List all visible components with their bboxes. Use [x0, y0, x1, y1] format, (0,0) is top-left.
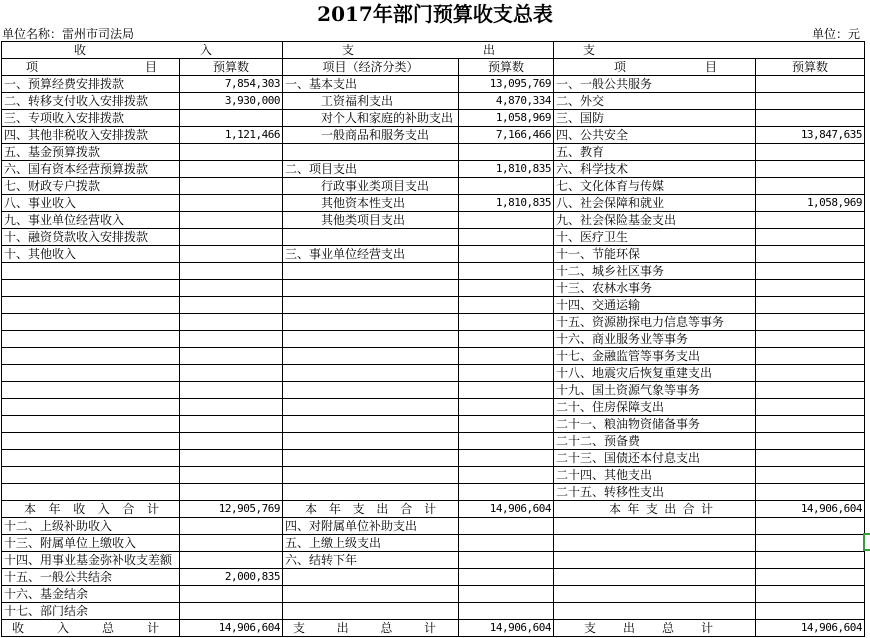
- item-cell[interactable]: [554, 569, 756, 586]
- amount-cell[interactable]: [459, 433, 554, 450]
- amount-cell[interactable]: [756, 365, 865, 382]
- amount-cell[interactable]: [459, 467, 554, 484]
- amount-cell[interactable]: [756, 314, 865, 331]
- item-cell[interactable]: 对个人和家庭的补助支出: [283, 110, 459, 127]
- table-row: [2, 467, 865, 484]
- amount-cell[interactable]: [180, 144, 283, 161]
- item-cell[interactable]: [283, 569, 459, 586]
- item-cell[interactable]: 七、文化体育与传媒: [554, 178, 756, 195]
- item-cell[interactable]: 十六、基金结余: [2, 586, 180, 603]
- amount-cell[interactable]: [180, 280, 283, 297]
- amount-cell[interactable]: [180, 331, 283, 348]
- amount-cell[interactable]: [180, 484, 283, 501]
- amount-cell[interactable]: [180, 603, 283, 620]
- table-row: [2, 161, 865, 178]
- item-cell[interactable]: 九、事业单位经营收入: [2, 212, 180, 229]
- item-cell[interactable]: 二十一、粮油物资储备事务: [554, 416, 756, 433]
- subtotal-row-label[interactable]: 本年支出合计: [554, 501, 756, 518]
- amount-cell[interactable]: [459, 331, 554, 348]
- item-cell[interactable]: 十六、商业服务业等事务: [554, 331, 756, 348]
- header-col-2[interactable]: 项目（经济分类）: [283, 59, 459, 76]
- item-cell[interactable]: 十四、用事业基金弥补收支差额: [2, 552, 180, 569]
- item-cell[interactable]: [283, 467, 459, 484]
- item-cell[interactable]: [283, 331, 459, 348]
- item-cell[interactable]: 行政事业类项目支出: [283, 178, 459, 195]
- table-row: [2, 348, 865, 365]
- amount-cell[interactable]: [180, 399, 283, 416]
- item-cell[interactable]: [283, 263, 459, 280]
- amount-cell[interactable]: [459, 178, 554, 195]
- item-cell[interactable]: [2, 365, 180, 382]
- amount-cell[interactable]: [756, 263, 865, 280]
- item-cell[interactable]: 五、基金预算拨款: [2, 144, 180, 161]
- amount-cell[interactable]: 1,810,835: [459, 195, 554, 212]
- table-row: [2, 195, 865, 212]
- item-cell[interactable]: 十三、附属单位上缴收入: [2, 535, 180, 552]
- item-cell[interactable]: [283, 450, 459, 467]
- amount-cell[interactable]: [756, 450, 865, 467]
- amount-cell[interactable]: 13,847,635: [756, 127, 865, 144]
- table-row: [2, 212, 865, 229]
- total-row-amount[interactable]: 14,906,604: [756, 620, 865, 637]
- item-cell[interactable]: 四、公共安全: [554, 127, 756, 144]
- item-cell[interactable]: 工资福利支出: [283, 93, 459, 110]
- page-title: 2017年部门预算收支总表: [317, 2, 553, 26]
- amount-cell[interactable]: [459, 484, 554, 501]
- item-cell[interactable]: 十四、交通运输: [554, 297, 756, 314]
- amount-cell[interactable]: [756, 535, 865, 552]
- header-row-2: [2, 59, 865, 76]
- total-row-label[interactable]: 支出总计: [283, 620, 459, 637]
- item-cell[interactable]: 五、上缴上级支出: [283, 535, 459, 552]
- total-row-amount[interactable]: 14,906,604: [459, 620, 554, 637]
- item-cell[interactable]: [283, 399, 459, 416]
- amount-cell[interactable]: [756, 246, 865, 263]
- header-col-1[interactable]: 预算数: [180, 59, 283, 76]
- item-cell[interactable]: [283, 484, 459, 501]
- amount-cell[interactable]: [756, 348, 865, 365]
- amount-cell[interactable]: [459, 280, 554, 297]
- amount-cell[interactable]: [459, 450, 554, 467]
- item-cell[interactable]: 八、事业收入: [2, 195, 180, 212]
- item-cell[interactable]: [554, 552, 756, 569]
- table-row: [2, 76, 865, 93]
- amount-cell[interactable]: 7,166,466: [459, 127, 554, 144]
- item-cell[interactable]: 四、对附属单位补助支出: [283, 518, 459, 535]
- item-cell[interactable]: 十七、金融监管等事务支出: [554, 348, 756, 365]
- amount-cell[interactable]: [756, 331, 865, 348]
- amount-cell[interactable]: [756, 416, 865, 433]
- table-row: [2, 178, 865, 195]
- amount-cell[interactable]: [180, 229, 283, 246]
- table-row: [2, 331, 865, 348]
- amount-cell[interactable]: [180, 382, 283, 399]
- item-cell[interactable]: 十二、城乡社区事务: [554, 263, 756, 280]
- amount-cell[interactable]: [756, 467, 865, 484]
- item-cell[interactable]: 十八、地震灾后恢复重建支出: [554, 365, 756, 382]
- table-row: [2, 518, 865, 535]
- header-col-0[interactable]: 项目: [2, 59, 180, 76]
- table-row: [2, 365, 865, 382]
- item-cell[interactable]: 其他资本性支出: [283, 195, 459, 212]
- amount-cell[interactable]: [180, 365, 283, 382]
- item-cell[interactable]: [283, 365, 459, 382]
- table-row: [2, 484, 865, 501]
- amount-cell[interactable]: 1,058,969: [756, 195, 865, 212]
- amount-cell[interactable]: [180, 263, 283, 280]
- amount-cell[interactable]: [459, 297, 554, 314]
- amount-cell[interactable]: [180, 586, 283, 603]
- amount-cell[interactable]: [459, 263, 554, 280]
- item-cell[interactable]: [283, 280, 459, 297]
- amount-cell[interactable]: [756, 93, 865, 110]
- item-cell[interactable]: [2, 416, 180, 433]
- item-cell[interactable]: 十、医疗卫生: [554, 229, 756, 246]
- table-row: [2, 127, 865, 144]
- amount-cell[interactable]: [756, 144, 865, 161]
- item-cell[interactable]: 十二、上级补助收入: [2, 518, 180, 535]
- amount-cell[interactable]: [180, 433, 283, 450]
- amount-cell[interactable]: [459, 314, 554, 331]
- item-cell[interactable]: 十七、部门结余: [2, 603, 180, 620]
- amount-cell[interactable]: [756, 433, 865, 450]
- table-row: [2, 416, 865, 433]
- total-row-amount[interactable]: 14,906,604: [180, 620, 283, 637]
- amount-cell[interactable]: [180, 161, 283, 178]
- item-cell[interactable]: [2, 399, 180, 416]
- item-cell[interactable]: 十五、资源勘探电力信息等事务: [554, 314, 756, 331]
- item-cell[interactable]: 六、国有资本经营预算拨款: [2, 161, 180, 178]
- table-row: [2, 314, 865, 331]
- item-cell[interactable]: [2, 280, 180, 297]
- subtotal-row-amount[interactable]: 14,906,604: [756, 501, 865, 518]
- amount-cell[interactable]: [459, 518, 554, 535]
- amount-cell[interactable]: [180, 110, 283, 127]
- amount-cell[interactable]: [756, 518, 865, 535]
- item-cell[interactable]: [554, 603, 756, 620]
- subtotal-row: [2, 501, 865, 518]
- table-row: [2, 382, 865, 399]
- item-cell[interactable]: [2, 331, 180, 348]
- item-cell[interactable]: 二十二、预备费: [554, 433, 756, 450]
- amount-cell[interactable]: [459, 382, 554, 399]
- amount-cell[interactable]: [459, 603, 554, 620]
- item-cell[interactable]: [2, 450, 180, 467]
- amount-cell[interactable]: [756, 552, 865, 569]
- item-cell[interactable]: 二、项目支出: [283, 161, 459, 178]
- item-cell[interactable]: [2, 484, 180, 501]
- amount-cell[interactable]: [180, 450, 283, 467]
- amount-cell[interactable]: [756, 161, 865, 178]
- table-row: [2, 263, 865, 280]
- amount-cell[interactable]: [459, 586, 554, 603]
- table-row: [2, 535, 865, 552]
- item-cell[interactable]: 十、融资贷款收入安排拨款: [2, 229, 180, 246]
- item-cell[interactable]: [283, 314, 459, 331]
- amount-cell[interactable]: 2,000,835: [180, 569, 283, 586]
- item-cell[interactable]: [2, 297, 180, 314]
- amount-cell[interactable]: 3,930,000: [180, 93, 283, 110]
- item-cell[interactable]: [283, 433, 459, 450]
- item-cell[interactable]: [2, 382, 180, 399]
- item-cell[interactable]: 三、国防: [554, 110, 756, 127]
- table-row: [2, 450, 865, 467]
- item-cell[interactable]: 十一、节能环保: [554, 246, 756, 263]
- item-cell[interactable]: 三、专项收入安排拨款: [2, 110, 180, 127]
- item-cell[interactable]: 六、科学技术: [554, 161, 756, 178]
- cell-selection-marker: [863, 533, 870, 551]
- amount-cell[interactable]: 1,121,466: [180, 127, 283, 144]
- amount-cell[interactable]: [756, 382, 865, 399]
- item-cell[interactable]: [554, 535, 756, 552]
- header-income[interactable]: 收入: [2, 42, 283, 59]
- item-cell[interactable]: [283, 382, 459, 399]
- item-cell[interactable]: 五、教育: [554, 144, 756, 161]
- table-row: [2, 110, 865, 127]
- item-cell[interactable]: 七、财政专户拨款: [2, 178, 180, 195]
- amount-cell[interactable]: [180, 178, 283, 195]
- amount-cell[interactable]: [756, 586, 865, 603]
- item-cell[interactable]: [2, 263, 180, 280]
- header-expenditure-economic[interactable]: 支出: [283, 42, 554, 59]
- total-row-label[interactable]: 支出总计: [554, 620, 756, 637]
- header-row-1: [2, 42, 865, 59]
- amount-cell[interactable]: [459, 552, 554, 569]
- amount-cell[interactable]: [459, 416, 554, 433]
- amount-cell[interactable]: 13,095,769: [459, 76, 554, 93]
- item-cell[interactable]: 九、社会保险基金支出: [554, 212, 756, 229]
- item-cell[interactable]: 二、转移支付收入安排拨款: [2, 93, 180, 110]
- amount-cell[interactable]: [180, 314, 283, 331]
- amount-cell[interactable]: [180, 467, 283, 484]
- amount-cell[interactable]: [180, 212, 283, 229]
- item-cell[interactable]: 十九、国土资源气象等事务: [554, 382, 756, 399]
- header-expenditure-functional[interactable]: 支: [554, 42, 865, 59]
- amount-cell[interactable]: [180, 552, 283, 569]
- table-row: [2, 93, 865, 110]
- item-cell[interactable]: [283, 297, 459, 314]
- amount-cell[interactable]: [756, 569, 865, 586]
- table-row: [2, 246, 865, 263]
- amount-cell[interactable]: [180, 246, 283, 263]
- amount-cell[interactable]: [756, 212, 865, 229]
- header-col-4[interactable]: 项目: [554, 59, 756, 76]
- amount-cell[interactable]: 1,810,835: [459, 161, 554, 178]
- table-row: [2, 569, 865, 586]
- amount-cell[interactable]: [756, 603, 865, 620]
- amount-cell[interactable]: [180, 535, 283, 552]
- item-cell[interactable]: 八、社会保障和就业: [554, 195, 756, 212]
- amount-cell[interactable]: [180, 348, 283, 365]
- table-row: [2, 229, 865, 246]
- table-row: [2, 433, 865, 450]
- item-cell[interactable]: [283, 586, 459, 603]
- item-cell[interactable]: 一、预算经费安排拨款: [2, 76, 180, 93]
- subtotal-row-label[interactable]: 本年支出合计: [283, 501, 459, 518]
- item-cell[interactable]: [283, 144, 459, 161]
- amount-cell[interactable]: 7,854,303: [180, 76, 283, 93]
- currency-unit-label: 单位：元: [811, 27, 860, 41]
- table-row: [2, 297, 865, 314]
- item-cell[interactable]: [554, 518, 756, 535]
- amount-cell[interactable]: [180, 195, 283, 212]
- amount-cell[interactable]: [459, 246, 554, 263]
- table-row: [2, 144, 865, 161]
- item-cell[interactable]: [2, 433, 180, 450]
- item-cell[interactable]: 一、一般公共服务: [554, 76, 756, 93]
- amount-cell[interactable]: [756, 110, 865, 127]
- item-cell[interactable]: [283, 229, 459, 246]
- item-cell[interactable]: [2, 348, 180, 365]
- amount-cell[interactable]: [459, 399, 554, 416]
- item-cell[interactable]: 十三、农林水事务: [554, 280, 756, 297]
- amount-cell[interactable]: [459, 144, 554, 161]
- item-cell[interactable]: 六、结转下年: [283, 552, 459, 569]
- amount-cell[interactable]: 4,870,334: [459, 93, 554, 110]
- amount-cell[interactable]: [756, 280, 865, 297]
- item-cell[interactable]: 其他类项目支出: [283, 212, 459, 229]
- item-cell[interactable]: 二十三、国债还本付息支出: [554, 450, 756, 467]
- total-row: [2, 620, 865, 637]
- amount-cell[interactable]: [459, 348, 554, 365]
- unit-name-label: 单位名称：雷州市司法局: [2, 27, 135, 41]
- item-cell[interactable]: 十五、一般公共结余: [2, 569, 180, 586]
- amount-cell[interactable]: [756, 297, 865, 314]
- amount-cell[interactable]: [756, 178, 865, 195]
- table-row: [2, 399, 865, 416]
- amount-cell[interactable]: [756, 484, 865, 501]
- amount-cell[interactable]: [180, 518, 283, 535]
- header-col-3[interactable]: 预算数: [459, 59, 554, 76]
- table-row: [2, 280, 865, 297]
- amount-cell[interactable]: [756, 229, 865, 246]
- amount-cell[interactable]: [459, 365, 554, 382]
- item-cell[interactable]: [283, 603, 459, 620]
- item-cell[interactable]: 三、事业单位经营支出: [283, 246, 459, 263]
- item-cell[interactable]: 二、外交: [554, 93, 756, 110]
- amount-cell[interactable]: [756, 76, 865, 93]
- item-cell[interactable]: [2, 314, 180, 331]
- amount-cell[interactable]: [180, 297, 283, 314]
- table-row: [2, 603, 865, 620]
- budget-summary-table: [1, 41, 865, 637]
- amount-cell[interactable]: 1,058,969: [459, 110, 554, 127]
- item-cell[interactable]: [554, 586, 756, 603]
- subtotal-row-label[interactable]: 本年收入合计: [2, 501, 180, 518]
- item-cell[interactable]: 二十、住房保障支出: [554, 399, 756, 416]
- amount-cell[interactable]: [459, 212, 554, 229]
- header-col-5[interactable]: 预算数: [756, 59, 865, 76]
- amount-cell[interactable]: [180, 416, 283, 433]
- item-cell[interactable]: 一、基本支出: [283, 76, 459, 93]
- amount-cell[interactable]: [459, 535, 554, 552]
- item-cell[interactable]: [283, 348, 459, 365]
- item-cell[interactable]: [2, 467, 180, 484]
- subtotal-row-amount[interactable]: 14,906,604: [459, 501, 554, 518]
- amount-cell[interactable]: [459, 229, 554, 246]
- table-row: [2, 586, 865, 603]
- item-cell[interactable]: 四、其他非税收入安排拨款: [2, 127, 180, 144]
- item-cell[interactable]: [283, 416, 459, 433]
- subtotal-row-amount[interactable]: 12,905,769: [180, 501, 283, 518]
- amount-cell[interactable]: [459, 569, 554, 586]
- item-cell[interactable]: 一般商品和服务支出: [283, 127, 459, 144]
- item-cell[interactable]: 二十五、转移性支出: [554, 484, 756, 501]
- table-row: [2, 552, 865, 569]
- item-cell[interactable]: 二十四、其他支出: [554, 467, 756, 484]
- amount-cell[interactable]: [756, 399, 865, 416]
- item-cell[interactable]: 十、其他收入: [2, 246, 180, 263]
- total-row-label[interactable]: 收入总计: [2, 620, 180, 637]
